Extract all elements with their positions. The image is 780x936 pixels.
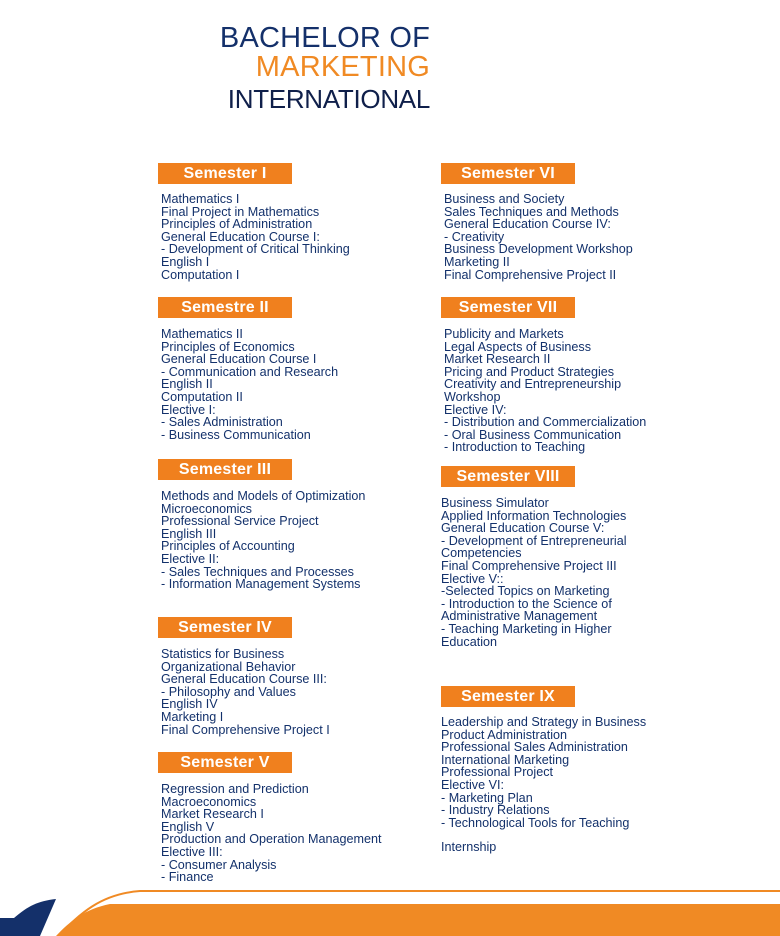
footer-decoration xyxy=(0,876,780,936)
course-item: - Teaching Marketing in Higher Education xyxy=(441,621,612,649)
course-item: Principles of Accounting xyxy=(161,539,295,554)
semester-6-heading: Semester VI xyxy=(441,163,575,184)
semester-4-heading: Semester IV xyxy=(158,617,292,638)
course-item: - Distribution and Commercialization xyxy=(444,415,647,430)
title-line-1: BACHELOR OF xyxy=(219,22,430,54)
semester-8-heading: Semester VIII xyxy=(441,466,575,487)
course-item: Business Simulator xyxy=(441,496,549,510)
semester-7-heading: Semester VII xyxy=(441,297,575,318)
semester-2-course-list xyxy=(161,328,401,441)
course-item: Pricing and Product Strategies xyxy=(444,364,615,379)
course-item: Principles of Administration xyxy=(161,217,313,232)
course-item: Elective IV: xyxy=(444,402,507,417)
course-item: Elective II: xyxy=(161,551,220,566)
course-item: - Information Management Systems xyxy=(161,577,361,592)
course-item: General Education Course IV: xyxy=(444,217,611,232)
course-item: Final Project in Mathematics xyxy=(161,204,320,219)
course-item: Mathematics II xyxy=(161,327,243,341)
semester-8-course-list xyxy=(441,497,636,648)
course-item: Professional Sales Administration xyxy=(441,740,628,755)
course-item: Legal Aspects of Business xyxy=(444,339,592,354)
course-item: Computation I xyxy=(161,267,240,282)
course-item: - Sales Administration xyxy=(161,415,283,430)
course-item: - Development of Critical Thinking xyxy=(161,242,350,257)
semester-1-course-list xyxy=(161,193,401,281)
course-item: Organizational Behavior xyxy=(161,659,296,674)
course-item: - Introduction to the Science of Administrative Management xyxy=(441,596,612,624)
course-item: - Creativity xyxy=(444,229,505,244)
course-item: Final Comprehensive Project III xyxy=(441,558,617,573)
course-item: General Education Course V: xyxy=(441,521,605,536)
course-item: - Consumer Analysis xyxy=(161,857,277,872)
footer-navy-shape xyxy=(0,899,56,936)
course-item: - Business Communication xyxy=(161,427,311,442)
course-item: Professional Service Project xyxy=(161,514,319,529)
course-item: Final Comprehensive Project II xyxy=(444,267,617,282)
semester-1-heading: Semester I xyxy=(158,163,292,184)
course-item: Elective I: xyxy=(161,402,216,417)
semester-4-course-list xyxy=(161,648,401,736)
course-item: English I xyxy=(161,254,210,269)
course-item: English V xyxy=(161,819,215,834)
course-item: - Technological Tools for Teaching xyxy=(441,815,630,830)
course-item: Elective VI: xyxy=(441,777,504,792)
course-item: Business and Society xyxy=(444,192,565,206)
course-item: Elective III: xyxy=(161,844,223,859)
semester-9-course-list xyxy=(441,716,681,854)
course-item: Market Research II xyxy=(444,352,551,367)
course-item: Workshop xyxy=(444,389,501,404)
course-item: Principles of Economics xyxy=(161,339,295,354)
course-item: Creativity and Entrepreneurship xyxy=(444,377,622,392)
title-line-2: MARKETING xyxy=(255,51,430,83)
course-item: English III xyxy=(161,526,217,541)
course-item: - Sales Techniques and Processes xyxy=(161,564,354,579)
course-item: General Education Course I xyxy=(161,352,317,367)
semester-5-course-list xyxy=(161,783,401,884)
course-item: - Finance xyxy=(161,870,214,885)
course-item: Market Research I xyxy=(161,807,264,822)
semester-6-course-list xyxy=(444,193,684,281)
course-item: Final Comprehensive Project I xyxy=(161,722,330,737)
course-item: English IV xyxy=(161,697,218,712)
course-item: - Introduction to Teaching xyxy=(444,440,586,455)
title-line-3: INTERNATIONAL xyxy=(227,84,430,114)
course-item: - Development of Entrepreneurial Competencies xyxy=(441,533,627,561)
course-item: General Education Course III: xyxy=(161,672,327,687)
course-item: - Oral Business Communication xyxy=(444,427,622,442)
course-item: Publicity and Markets xyxy=(444,327,564,341)
semester-3-heading: Semester III xyxy=(158,459,292,480)
course-item: Business Development Workshop xyxy=(444,242,633,257)
course-item: - Marketing Plan xyxy=(441,790,533,805)
course-item: - Philosophy and Values xyxy=(161,684,296,699)
semester-2-heading: Semestre II xyxy=(158,297,292,318)
footer-orange-band xyxy=(56,904,780,936)
course-item: Professional Project xyxy=(441,765,553,780)
course-item: Mathematics I xyxy=(161,192,240,206)
course-item: Computation II xyxy=(161,389,243,404)
semester-9-heading: Semester IX xyxy=(441,686,575,707)
course-item: Applied Information Technologies xyxy=(441,508,627,523)
course-item: Elective V:: xyxy=(441,571,504,586)
semester-7-course-list xyxy=(444,328,684,454)
course-item: Macroeconomics xyxy=(161,794,257,809)
course-item: - Communication and Research xyxy=(161,364,339,379)
course-item: Product Administration xyxy=(441,727,567,742)
course-item: Statistics for Business xyxy=(161,647,285,661)
course-item: English II xyxy=(161,377,213,392)
semester-3-course-list xyxy=(161,490,401,591)
semester-5-heading: Semester V xyxy=(158,752,292,773)
course-item: Marketing II xyxy=(444,254,510,269)
course-item: Microeconomics xyxy=(161,501,252,516)
course-item: -Selected Topics on Marketing xyxy=(441,584,610,599)
course-item: Internship xyxy=(441,840,497,855)
course-item: Leadership and Strategy in Business xyxy=(441,715,647,729)
course-item: - Industry Relations xyxy=(441,803,550,818)
course-item: Methods and Models of Optimization xyxy=(161,489,366,503)
course-item: Marketing I xyxy=(161,709,224,724)
course-item: Sales Techniques and Methods xyxy=(444,204,619,219)
course-item: Production and Operation Management xyxy=(161,832,382,847)
course-item: General Education Course I: xyxy=(161,229,320,244)
course-item: International Marketing xyxy=(441,752,570,767)
course-item: Regression and Prediction xyxy=(161,782,309,796)
